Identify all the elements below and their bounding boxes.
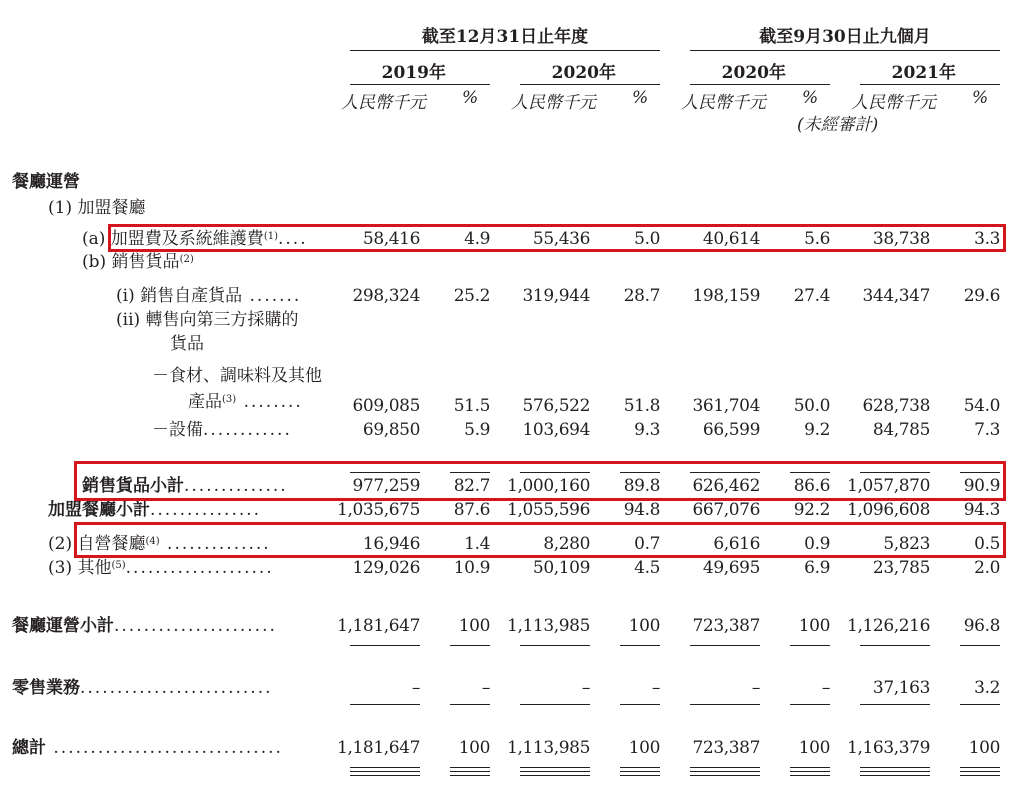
rule-3-col-5 [690,767,760,768]
rule-1-col-8 [960,645,1000,646]
cell-total-5: 723,387 [692,738,760,758]
unit-rmb-col2: 人民幣千元 [511,93,596,113]
rule-3-col-3 [520,767,590,768]
label-equipment [152,420,292,440]
highlight-goods-subtotal [74,461,1006,501]
cell-goods-subtotal-4: 89.8 [623,476,660,496]
cell-franchise-fee-8: 3.3 [974,229,1000,249]
cell-food-3: 576,522 [522,396,590,416]
cell-franchise-fee-3: 55,436 [532,229,590,249]
cell-retail-8: 3.2 [974,678,1000,698]
dot-leader: ...................... [114,616,277,636]
cell-equipment-8: 7.3 [974,420,1000,440]
cell-retail-2: – [481,678,490,698]
cell-own-goods-4: 28.7 [623,286,660,306]
cell-self-op-7: 5,823 [883,534,930,554]
rule-3-col-4-b [620,771,660,772]
rule-3-col-8-b [960,771,1000,772]
cell-food-4: 51.8 [623,396,660,416]
year-2020-nine-month: 2020年 [721,63,786,83]
cell-ops-subtotal-5: 723,387 [692,616,760,636]
cell-ops-subtotal-8: 96.8 [963,616,1000,636]
highlight-self-operated [74,522,1006,558]
label-retail [12,678,273,698]
year-2020-annual: 2020年 [551,63,616,83]
cell-franchise-fee-7: 38,738 [872,229,930,249]
cell-food-1: 609,085 [352,396,420,416]
header-nine-month-period: 截至9月30日止九個月 [759,27,931,47]
cell-other-3: 50,109 [532,558,590,578]
year-rule-1 [350,84,490,85]
label-other-text: (3) 其他 [48,558,112,578]
cell-ops-subtotal-2: 100 [458,616,490,636]
cell-franchise-fee-6: 5.6 [804,229,830,249]
header-rule-annual [350,50,660,51]
cell-self-op-2: 1.4 [464,534,490,554]
cell-franchise-fee-2: 4.9 [464,229,490,249]
cell-other-1: 129,026 [352,558,420,578]
label-food-2-text: 產品 [188,392,222,412]
cell-franchise-subtotal-3: 1,055,596 [507,500,590,520]
cell-equipment-7: 84,785 [872,420,930,440]
unit-pct-col1: % [462,88,479,108]
rule-2-col-1 [350,704,420,705]
cell-ops-subtotal-3: 1,113,985 [507,616,590,636]
unit-rmb-col3: 人民幣千元 [681,93,766,113]
label-sale-of-goods-text: (b) 銷售貨品 [82,252,180,272]
rule-3-col-7-b [860,775,930,776]
label-franchise-subtotal [48,500,261,520]
note-4: (4) [145,536,160,547]
cell-equipment-3: 103,694 [522,420,590,440]
rule-3-col-8-b [960,775,1000,776]
cell-self-op-4: 0.7 [634,534,660,554]
label-own-goods [116,286,301,306]
label-goods-subtotal-text: 銷售貨品小計 [82,476,184,496]
year-rule-4 [860,84,1000,85]
cell-equipment-1: 69,850 [362,420,420,440]
cell-food-2: 51.5 [453,396,490,416]
rule-3-col-4 [620,767,660,768]
rule-2-col-4 [620,704,660,705]
rule-3-col-4-b [620,775,660,776]
label-other [48,558,274,578]
cell-equipment-2: 5.9 [464,420,490,440]
label-retail-text: 零售業務 [12,678,80,698]
cell-franchise-subtotal-7: 1,096,608 [847,500,930,520]
dot-leader: .... [277,229,308,249]
cell-equipment-5: 66,599 [702,420,760,440]
rule-3-col-1-b [350,771,420,772]
cell-franchise-subtotal-1: 1,035,675 [337,500,420,520]
section-restaurant-ops: 餐廳運營 [12,172,80,192]
cell-own-goods-6: 27.4 [793,286,830,306]
dot-leader: ............................... [46,738,283,758]
cell-franchise-fee-5: 40,614 [702,229,760,249]
rule-1-col-4 [620,645,660,646]
rule-3-col-2 [450,767,490,768]
cell-franchise-subtotal-2: 87.6 [453,500,490,520]
cell-total-2: 100 [458,738,490,758]
rule-3-col-2-b [450,775,490,776]
cell-retail-3: – [581,678,590,698]
label-food-2 [188,392,303,412]
cell-retail-1: – [411,678,420,698]
cell-goods-subtotal-2: 82.7 [453,476,490,496]
cell-goods-subtotal-3: 1,000,160 [507,476,590,496]
year-2019: 2019年 [381,63,446,83]
cell-total-7: 1,163,379 [847,738,930,758]
cell-goods-subtotal-7: 1,057,870 [847,476,930,496]
label-franchise-fee-text: (a) 加盟費及系統維護費 [82,229,264,249]
rule-1-col-6 [790,645,830,646]
year-rule-3 [690,84,830,85]
cell-franchise-subtotal-6: 92.2 [793,500,830,520]
rule-2-col-6 [790,704,830,705]
cell-goods-subtotal-6: 86.6 [793,476,830,496]
label-ops-subtotal-text: 餐廳運營小計 [12,616,114,636]
rule-3-col-6 [790,767,830,768]
cell-total-3: 1,113,985 [507,738,590,758]
label-resale-1: (ii) 轉售向第三方採購的 [116,310,299,330]
cell-ops-subtotal-6: 100 [798,616,830,636]
cell-goods-subtotal-5: 626,462 [692,476,760,496]
cell-self-op-1: 16,946 [362,534,420,554]
cell-self-op-6: 0.9 [804,534,830,554]
cell-ops-subtotal-1: 1,181,647 [337,616,420,636]
rule-2-col-3 [520,704,590,705]
dot-leader: .................... [125,558,274,578]
cell-self-op-5: 6,616 [713,534,760,554]
highlight-franchise-fee [108,224,1006,252]
label-own-goods-text: (i) 銷售自產貨品 [116,286,243,306]
rule-2-col-5 [690,704,760,705]
cell-self-op-3: 8,280 [543,534,590,554]
cell-own-goods-2: 25.2 [453,286,490,306]
rule-2-col-2 [450,704,490,705]
label-food-1: －食材、調味料及其他 [152,366,322,386]
rule-3-col-2-b [450,771,490,772]
header-annual-period: 截至12月31日止年度 [421,27,589,47]
cell-franchise-fee-4: 5.0 [634,229,660,249]
label-sale-of-goods [82,252,194,272]
cell-franchise-subtotal-5: 667,076 [692,500,760,520]
cell-total-6: 100 [798,738,830,758]
unit-rmb-col4: 人民幣千元 [851,93,936,113]
rule-1-col-5 [690,645,760,646]
cell-total-4: 100 [628,738,660,758]
rule-2-col-8 [960,704,1000,705]
rule-3-col-7-b [860,771,930,772]
cell-own-goods-3: 319,944 [522,286,590,306]
dot-leader: ........ [236,392,303,412]
rule-1-col-1 [350,645,420,646]
unit-pct-col2: % [632,88,649,108]
cell-equipment-4: 9.3 [634,420,660,440]
cell-retail-4: – [651,678,660,698]
cell-ops-subtotal-7: 1,126,216 [847,616,930,636]
label-ops-subtotal [12,616,277,636]
cell-food-8: 54.0 [963,396,1000,416]
dot-leader: ....... [242,286,302,306]
unit-rmb-col1: 人民幣千元 [341,93,426,113]
unit-pct-col4: % [972,88,989,108]
rule-2-col-7 [860,704,930,705]
label-resale-2: 貨品 [170,334,204,354]
rule-1-col-3 [520,645,590,646]
cell-equipment-6: 9.2 [804,420,830,440]
label-self-operated-text: (2) 自營餐廳 [48,534,146,554]
cell-other-4: 4.5 [634,558,660,578]
rule-3-col-1-b [350,775,420,776]
cell-total-8: 100 [968,738,1000,758]
rule-3-col-3-b [520,775,590,776]
note-5: (5) [111,560,126,571]
label-franchise-subtotal-text: 加盟餐廳小計 [48,500,150,520]
year-2021: 2021年 [891,63,956,83]
rule-3-col-8 [960,767,1000,768]
rule-3-col-6-b [790,775,830,776]
cell-food-7: 628,738 [862,396,930,416]
rule-3-col-3-b [520,771,590,772]
cell-other-6: 6.9 [804,558,830,578]
cell-own-goods-1: 298,324 [352,286,420,306]
cell-other-8: 2.0 [974,558,1000,578]
note-3: (3) [222,394,237,405]
dot-leader: ............ [203,420,292,440]
cell-ops-subtotal-4: 100 [628,616,660,636]
cell-retail-5: – [751,678,760,698]
rule-1-col-2 [450,645,490,646]
cell-self-op-8: 0.5 [974,534,1000,554]
dot-leader: ............... [150,500,262,520]
header-rule-nine-month [690,50,1000,51]
cell-franchise-subtotal-8: 94.3 [963,500,1000,520]
note-2: (2) [179,254,194,265]
label-equipment-text: －設備 [152,420,203,440]
cell-other-5: 49,695 [702,558,760,578]
cell-total-1: 1,181,647 [337,738,420,758]
rule-3-col-5-b [690,775,760,776]
cell-retail-6: – [821,678,830,698]
dot-leader: .............. [184,476,288,496]
cell-food-6: 50.0 [793,396,830,416]
dot-leader: .......................... [80,678,273,698]
cell-own-goods-7: 344,347 [862,286,930,306]
year-rule-2 [520,84,660,85]
rule-3-col-5-b [690,771,760,772]
cell-goods-subtotal-8: 90.9 [963,476,1000,496]
label-total-text: 總計 [12,738,46,758]
cell-franchise-fee-1: 58,416 [362,229,420,249]
cell-other-7: 23,785 [872,558,930,578]
label-franchise: (1) 加盟餐廳 [48,198,146,218]
cell-franchise-subtotal-4: 94.8 [623,500,660,520]
cell-retail-7: 37,163 [872,678,930,698]
rule-3-col-1 [350,767,420,768]
dot-leader: .............. [159,534,271,554]
label-total [12,738,283,758]
cell-own-goods-8: 29.6 [963,286,1000,306]
cell-own-goods-5: 198,159 [692,286,760,306]
unaudited-note: (未經審計) [797,115,879,135]
cell-food-5: 361,704 [692,396,760,416]
rule-3-col-6-b [790,771,830,772]
note-1: (1) [263,231,278,242]
unit-pct-col3: % [802,88,819,108]
rule-1-col-7 [860,645,930,646]
cell-goods-subtotal-1: 977,259 [352,476,420,496]
rule-3-col-7 [860,767,930,768]
cell-other-2: 10.9 [453,558,490,578]
